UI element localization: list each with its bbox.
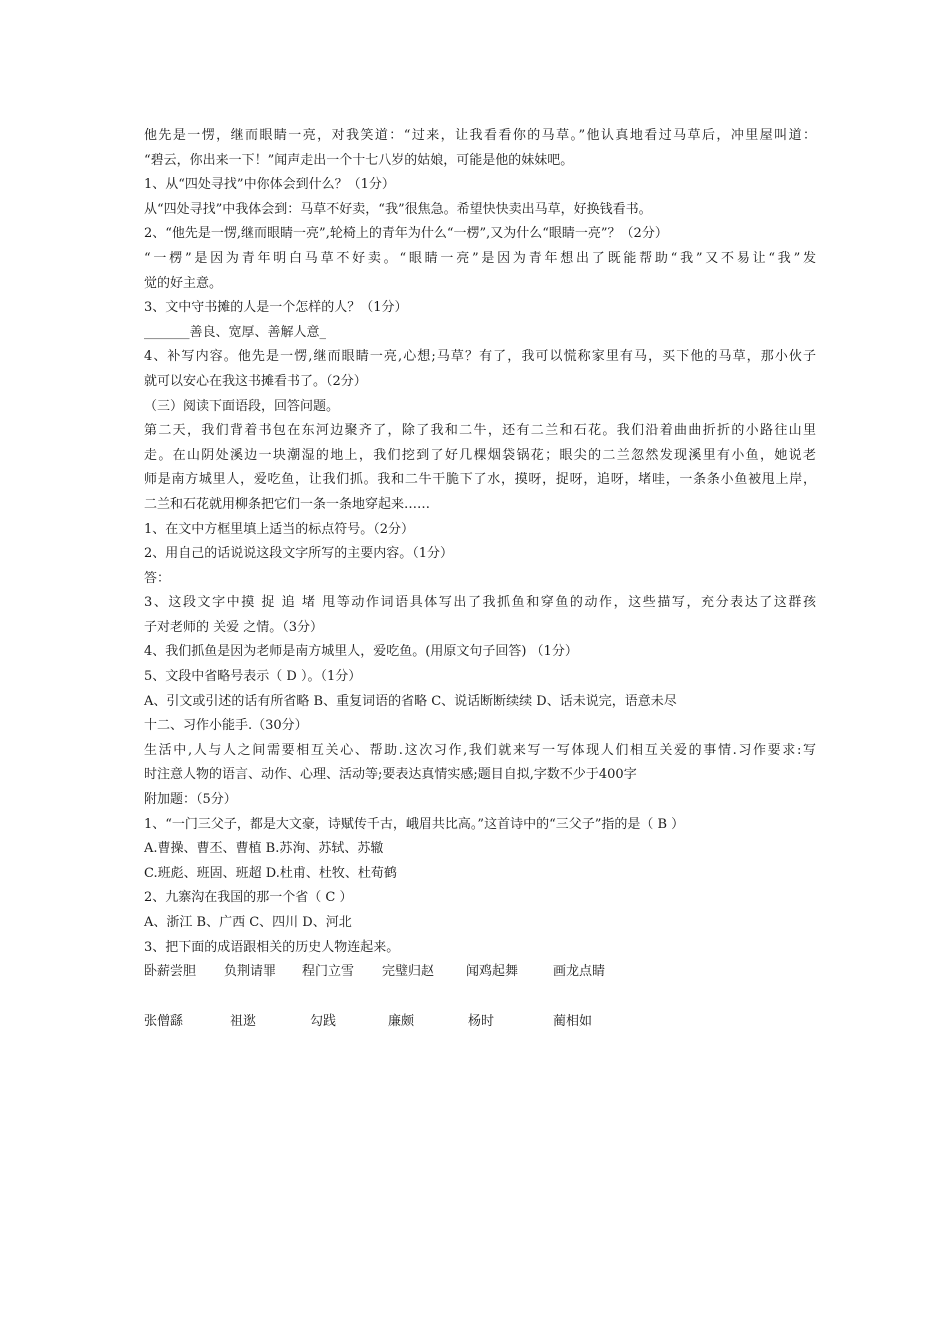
person-item: 勾践 xyxy=(310,1013,337,1029)
person-item: 廉颇 xyxy=(388,1013,415,1029)
answer-line: 从“四处寻找”中我体会到：马草不好卖，“我”很焦急。希望快快卖出马草，好换钱看书。 xyxy=(144,201,652,217)
question-line: 4、补写内容。他先是一愣,继而眼睛一亮,心想;马草？有了，我可以慌称家里有马，买下他的马草，那小伙子 xyxy=(144,349,816,365)
person-item: 张僧繇 xyxy=(144,1013,184,1029)
answer-line: “一楞”是因为青年明白马草不好卖。“眼睛一亮”是因为青年想出了既能帮助“我”又不易让“我”发 xyxy=(144,250,816,266)
options-line: A、引文或引述的话有所省略 B、重复词语的省略 C、说话断断续续 D、话未说完，语意未尽 xyxy=(144,693,677,709)
answer-line: _______善良、宽厚、善解人意_ xyxy=(144,324,327,340)
person-item: 祖逖 xyxy=(230,1013,257,1029)
question-line: 2、“他先是一愣,继而眼睛一亮”,轮椅上的青年为什么“一楞”,又为什么“眼睛一亮”？（2分） xyxy=(144,226,668,242)
passage-line: 二兰和石花就用柳条把它们一条一条地穿起来…… xyxy=(144,496,431,512)
question-line: 1、在文中方框里填上适当的标点符号。（2分） xyxy=(144,521,415,537)
idiom-item: 闻鸡起舞 xyxy=(466,964,519,980)
idiom-item: 画龙点睛 xyxy=(553,964,606,980)
instruction-line: 时注意人物的语言、动作、心理、活动等;要表达真情实感;题目自拟,字数不少于400字 xyxy=(144,767,637,783)
question-line: 5、文段中省略号表示（ D ）。（1分） xyxy=(144,669,362,685)
question-line: 子对老师的 关爱 之情。（3分） xyxy=(144,619,324,635)
section-heading: （三）阅读下面语段，回答问题。 xyxy=(144,398,340,414)
passage-line: 走。在山阴处溪边一块潮湿的地上，我们挖到了好几棵烟袋锅花；眼尖的二兰忽然发现溪里有小鱼，她说老 xyxy=(144,447,816,463)
question-line: 1、从“四处寻找”中你体会到什么？（1分） xyxy=(144,177,395,193)
question-line: 就可以安心在我这书摊看书了。（2分） xyxy=(144,373,367,389)
idiom-item: 负荆请罪 xyxy=(224,964,277,980)
document-page xyxy=(144,124,816,1034)
section-heading: 十二、习作小能手.（30分） xyxy=(144,718,308,734)
idiom-item: 程门立雪 xyxy=(302,964,355,980)
answer-line: 答： xyxy=(144,570,171,586)
idiom-item: 卧薪尝胆 xyxy=(144,964,197,980)
section-heading: 附加题：（5分） xyxy=(144,792,237,808)
people-row xyxy=(144,1010,816,1035)
instruction-line: 生活中,人与人之间需要相互关心、帮助.这次习作,我们就来写一写体现人们相互关爱的事情.习作要求:写 xyxy=(144,742,816,758)
answer-line: 觉的好主意。 xyxy=(144,275,223,291)
person-item: 杨时 xyxy=(468,1013,495,1029)
passage-line: 他先是一愣，继而眼睛一亮，对我笑道：“过来，让我看看你的马草。”他认真地看过马草后，冲里屋叫道： xyxy=(144,128,816,143)
options-line: A.曹操、曹丕、曹植 B.苏洵、苏轼、苏辙 xyxy=(144,841,384,857)
passage-line: “碧云，你出来一下！”闻声走出一个十七八岁的姑娘，可能是他的妹妹吧。 xyxy=(144,152,574,168)
options-line: A、浙江 B、广西 C、四川 D、河北 xyxy=(144,915,352,930)
person-item: 蔺相如 xyxy=(553,1013,593,1029)
question-line: 2、用自己的话说说这段文字所写的主要内容。（1分） xyxy=(144,546,454,562)
question-line: 1、“一门三父子，都是大文豪，诗赋传千古，峨眉共比高。”这首诗中的“三父子”指的是（ B ） xyxy=(144,816,685,832)
question-line: 2、九寨沟在我国的那一个省（ C ） xyxy=(144,890,353,906)
idiom-item: 完璧归赵 xyxy=(382,964,435,980)
question-line: 3、文中守书摊的人是一个怎样的人？（1分） xyxy=(144,300,408,316)
passage-line: 师是南方城里人，爱吃鱼，让我们抓。我和二牛干脆下了水，摸呀，捉呀，追呀，堵哇，一条条小鱼被甩上岸， xyxy=(144,472,816,488)
idiom-row xyxy=(144,960,816,985)
question-line: 4、我们抓鱼是因为老师是南方城里人，爱吃鱼。(用原文句子回答) （1分） xyxy=(144,644,578,660)
passage-line: 第二天，我们背着书包在东河边聚齐了，除了我和二牛，还有二兰和石花。我们沿着曲曲折折的小路往山里 xyxy=(144,423,816,439)
question-line: 3、把下面的成语跟相关的历史人物连起来。 xyxy=(144,939,400,955)
options-line: C.班彪、班固、班超 D.杜甫、杜牧、杜荀鹤 xyxy=(144,865,397,881)
question-line: 3、这段文字中摸 捉 追 堵 甩等动作词语具体写出了我抓鱼和穿鱼的动作，这些描写，充分表达了这群孩 xyxy=(144,595,816,611)
